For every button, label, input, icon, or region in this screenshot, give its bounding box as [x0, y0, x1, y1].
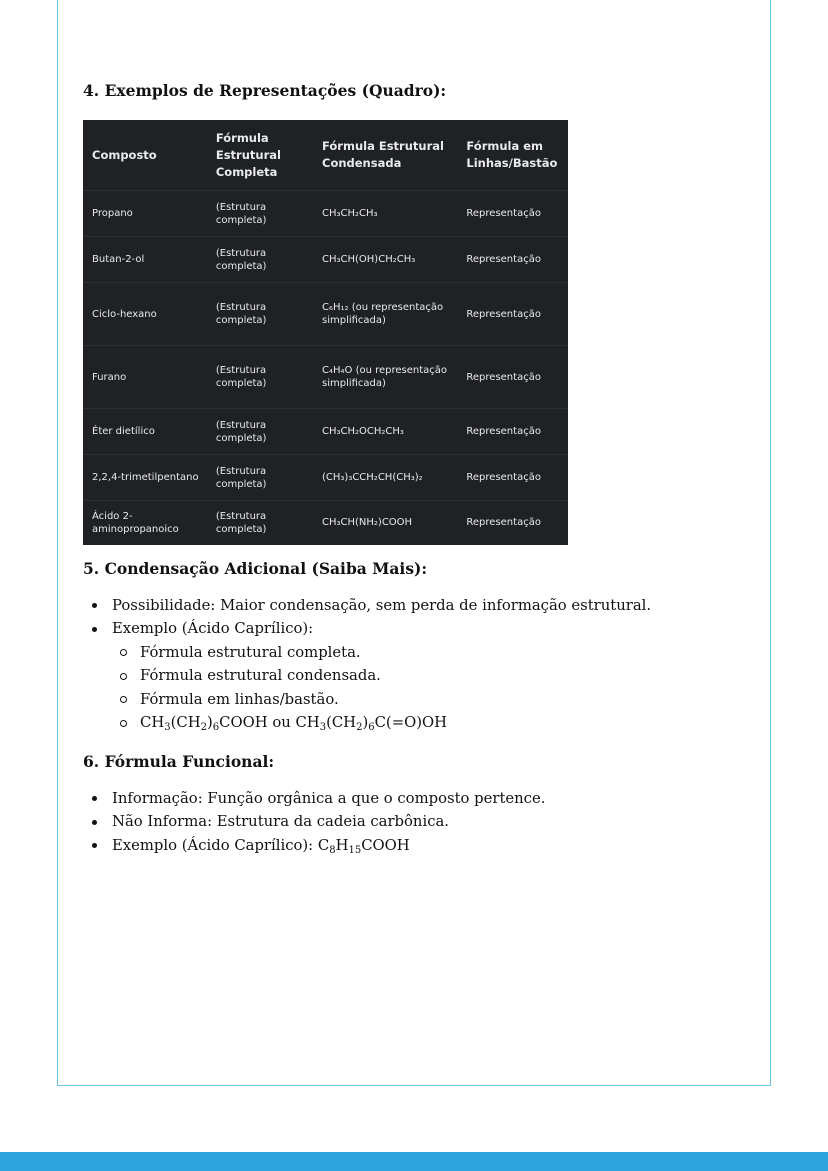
cell-compound: Furano [83, 346, 207, 409]
list-item: Informação: Função orgânica a que o composto pertence. [112, 787, 763, 811]
list-item [112, 617, 763, 735]
formula-subscript: 8 [329, 844, 336, 856]
cell-compound: Ácido 2-aminopropanoico [83, 501, 207, 545]
table-row [83, 501, 568, 545]
cell-compound: Ciclo-hexano [83, 283, 207, 346]
table-row [83, 409, 568, 455]
header-formula-condensada: Fórmula Estrutural Condensada [322, 139, 444, 170]
formula-subscript: 2 [200, 722, 207, 733]
cell-full-structure: (Estrutura completa) [207, 409, 313, 455]
cell-skeletal: Representação [457, 409, 568, 455]
table-row [83, 191, 568, 237]
formula-part: CH [140, 714, 165, 731]
representations-table [83, 120, 568, 545]
sub-list-item: Fórmula estrutural completa. [140, 641, 763, 665]
formula-part: C(=O)OH [374, 714, 448, 731]
list-item: Possibilidade: Maior condensação, sem perda de informação estrutural. [112, 594, 763, 618]
section-5-list [83, 594, 763, 735]
formula-part: (CH [326, 714, 357, 731]
section-6-heading: 6. Fórmula Funcional: [83, 751, 275, 771]
cell-compound: Éter dietílico [83, 409, 207, 455]
cell-compound: 2,2,4-trimetilpentano [83, 455, 207, 501]
formula-part: H [335, 836, 349, 854]
formula-subscript: 2 [356, 722, 363, 733]
header-formula-completa: Fórmula Estrutural Completa [215, 130, 281, 179]
cell-full-structure: (Estrutura completa) [207, 283, 313, 346]
sub-list [112, 641, 763, 735]
cell-condensed: CH₃CH₂OCH₂CH₃ [313, 409, 457, 455]
cell-skeletal: Representação [457, 501, 568, 545]
formula-subscript: 15 [348, 844, 362, 856]
formula-subscript: 6 [212, 722, 220, 733]
formula-part: COOH [361, 836, 410, 854]
section-6-list [83, 787, 763, 858]
formula-subscript: 3 [164, 722, 171, 733]
cell-skeletal: Representação [457, 191, 568, 237]
sub-list-item: Fórmula estrutural condensada. [140, 664, 763, 688]
cell-condensed: C₆H₁₂ (ou representação simplificada) [313, 283, 457, 346]
cell-full-structure: (Estrutura completa) [207, 237, 313, 283]
footer-bar [0, 1152, 828, 1171]
cell-condensed: (CH₃)₃CCH₂CH(CH₃)₂ [313, 455, 457, 501]
header-composto: Composto [92, 147, 157, 162]
table-row [83, 455, 568, 501]
cell-full-structure: (Estrutura completa) [207, 455, 313, 501]
list-item: Não Informa: Estrutura da cadeia carbônica. [112, 810, 763, 834]
cell-compound: Propano [83, 191, 207, 237]
cell-condensed: CH₃CH(OH)CH₂CH₃ [313, 237, 457, 283]
list-item-formula [112, 834, 763, 858]
cell-condensed: C₄H₄O (ou representação simplificada) [313, 346, 457, 409]
list-item-label: Exemplo (Ácido Caprílico): [112, 620, 314, 637]
formula-part: (CH [170, 714, 201, 731]
header-formula-linhas: Fórmula em Linhas/Bastão [466, 139, 558, 170]
document-content [83, 80, 763, 857]
sub-list-item: Fórmula em linhas/bastão. [140, 688, 763, 712]
section-4-heading: 4. Exemplos de Representações (Quadro): [83, 81, 447, 100]
section-5-heading: 5. Condensação Adicional (Saiba Mais): [83, 558, 428, 578]
cell-full-structure: (Estrutura completa) [207, 346, 313, 409]
formula-subscript: 3 [319, 722, 327, 733]
cell-skeletal: Representação [457, 346, 568, 409]
formula-part: ) [362, 714, 369, 731]
table-header-row [83, 120, 568, 191]
formula-part: COOH ou CH [219, 714, 320, 731]
table-row [83, 346, 568, 409]
cell-condensed: CH₃CH₂CH₃ [313, 191, 457, 237]
formula-subscript: 6 [368, 722, 375, 733]
cell-skeletal: Representação [457, 455, 568, 501]
table-row [83, 237, 568, 283]
cell-full-structure: (Estrutura completa) [207, 191, 313, 237]
cell-full-structure: (Estrutura completa) [207, 501, 313, 545]
formula-part: ) [206, 714, 213, 731]
cell-skeletal: Representação [457, 237, 568, 283]
cell-compound: Butan-2-ol [83, 237, 207, 283]
table-row [83, 283, 568, 346]
cell-condensed: CH₃CH(NH₂)COOH [313, 501, 457, 545]
formula-part: Exemplo (Ácido Caprílico): C [112, 836, 330, 854]
sub-list-item-formula [140, 711, 763, 735]
cell-skeletal: Representação [457, 283, 568, 346]
